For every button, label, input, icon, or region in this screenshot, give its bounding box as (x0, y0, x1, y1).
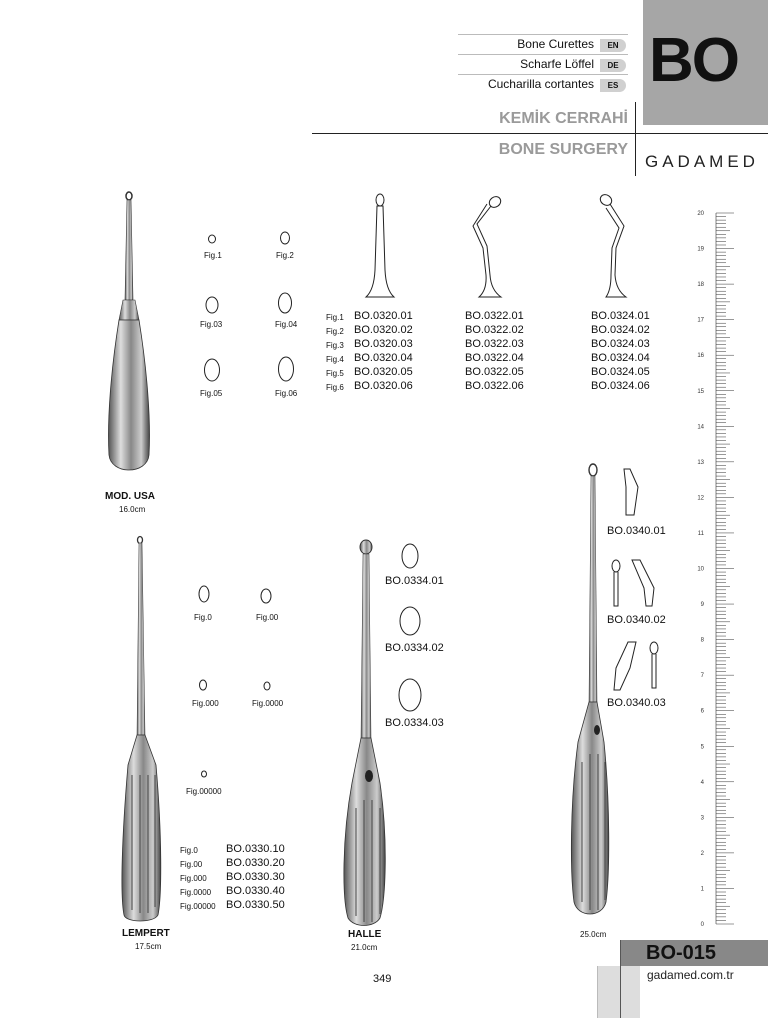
header-divider-line (312, 133, 768, 134)
tip-fig-1-icon (205, 232, 219, 246)
tip-fig-04-icon (274, 290, 296, 316)
ruler-label: 10 (697, 566, 704, 573)
tip-fig-04-label: Fig.04 (275, 320, 298, 329)
language-row-en (458, 34, 628, 55)
ruler-label: 12 (697, 495, 704, 502)
product-code: BO.0322.05 (465, 366, 524, 378)
fig-label: Fig.00 (180, 860, 203, 869)
lang-tag-es: ES (600, 79, 626, 92)
page-number: 349 (373, 973, 392, 985)
tip-fig-2-label: Fig.2 (276, 251, 294, 260)
footer-light-block (597, 966, 640, 1018)
tip-fig-0-icon (196, 583, 212, 605)
tip-fig-00000-icon (199, 769, 209, 779)
product-code-0340-01: BO.0340.01 (607, 525, 666, 537)
tip-fig-00-icon (258, 587, 274, 605)
tip-0340-01-image (620, 467, 642, 517)
tip-fig-06-label: Fig.06 (275, 389, 298, 398)
product-code-list-0322 (465, 309, 524, 393)
product-code-0334-01: BO.0334.01 (385, 575, 444, 587)
product-code: BO.0330.20 (226, 857, 285, 869)
fig-label: Fig.2 (326, 327, 344, 336)
header-vertical-line (635, 102, 636, 176)
title-es: Cucharilla cortantes (487, 77, 594, 91)
tip-fig-05-label: Fig.05 (200, 389, 223, 398)
ruler-label: 17 (697, 317, 704, 324)
ruler-label: 7 (700, 673, 704, 680)
footer-divider (620, 940, 621, 1018)
ruler-label: 6 (700, 708, 704, 715)
product-code: BO.0320.01 (354, 310, 413, 322)
ruler-label: 5 (700, 744, 704, 751)
halle-curette-image (340, 538, 390, 930)
tip-fig-06-icon (274, 354, 298, 384)
tip-fig-0000-label: Fig.0000 (252, 699, 284, 708)
tip-fig-0-label: Fig.0 (194, 613, 212, 622)
title-de: Scharfe Löffel (520, 57, 594, 71)
lempert-length: 17.5cm (135, 942, 162, 951)
fig-label-list-top (326, 311, 344, 395)
product-code: BO.0320.02 (354, 324, 413, 336)
lempert-curette-image (120, 535, 170, 925)
fig-label: Fig.4 (326, 355, 344, 364)
length-mod-usa: 16.0cm (119, 505, 146, 514)
ruler-label: 19 (697, 246, 704, 253)
ruler-ticks-image (696, 205, 736, 930)
product-code-list-0330 (226, 842, 285, 912)
product-code: BO.0330.50 (226, 899, 285, 911)
product-code: BO.0324.03 (591, 338, 650, 350)
product-code: BO.0324.06 (591, 380, 650, 392)
product-code-0334-03: BO.0334.03 (385, 717, 444, 729)
ruler-label: 11 (697, 530, 704, 537)
fig-label: Fig.0 (180, 846, 198, 855)
category-tr: KEMİK CERRAHİ (499, 110, 628, 127)
product-code: BO.0320.05 (354, 366, 413, 378)
tip-shape-angled-image (465, 190, 515, 300)
ruler-label: 15 (697, 388, 704, 395)
brand-logo: GADAMED (645, 152, 759, 171)
category-en: BONE SURGERY (498, 141, 628, 158)
product-code: BO.0324.02 (591, 324, 650, 336)
tip-0334-01-icon (399, 540, 421, 572)
tip-fig-2-icon (277, 229, 293, 247)
product-code: BO.0330.40 (226, 885, 285, 897)
long-curette-length: 25.0cm (580, 930, 607, 939)
ruler-label: 8 (700, 637, 704, 644)
tip-fig-1-label: Fig.1 (204, 251, 222, 260)
tip-fig-03-icon (202, 294, 222, 316)
language-row-de (458, 54, 628, 75)
product-code: BO.0324.05 (591, 366, 650, 378)
product-code: BO.0322.04 (465, 352, 524, 364)
product-code-list-0320 (354, 309, 413, 393)
product-code: BO.0330.10 (226, 843, 285, 855)
product-code-list-0324 (591, 309, 650, 393)
section-code: BO (649, 26, 738, 95)
ruler-label: 20 (697, 211, 704, 217)
product-code-0340-02: BO.0340.02 (607, 614, 666, 626)
ruler-label: 3 (700, 815, 704, 822)
fig-label: Fig.0000 (180, 888, 212, 897)
tip-0340-03-image (612, 640, 668, 692)
product-code: BO.0320.04 (354, 352, 413, 364)
fig-label-list-lempert (180, 844, 216, 914)
fig-label: Fig.1 (326, 313, 344, 322)
tip-fig-000-icon (197, 677, 209, 693)
product-code: BO.0330.30 (226, 871, 285, 883)
curette-handle-mod-usa-image (105, 190, 155, 485)
ruler-label: 18 (697, 282, 704, 289)
tip-shape-straight-image (360, 190, 400, 300)
title-en: Bone Curettes (517, 37, 594, 51)
tip-0334-02-icon (397, 604, 423, 638)
product-code: BO.0324.01 (591, 310, 650, 322)
lang-tag-en: EN (600, 39, 626, 52)
fig-label: Fig.000 (180, 874, 207, 883)
page-code: BO-015 (646, 942, 717, 964)
tip-fig-05-icon (201, 356, 223, 384)
product-code: BO.0322.03 (465, 338, 524, 350)
section-box (643, 0, 768, 125)
product-code: BO.0324.04 (591, 352, 650, 364)
ruler-label: 14 (697, 424, 704, 431)
fig-label: Fig.3 (326, 341, 344, 350)
product-code: BO.0320.06 (354, 380, 413, 392)
fig-label: Fig.5 (326, 369, 344, 378)
ruler-label: 2 (700, 850, 704, 857)
product-code: BO.0322.01 (465, 310, 524, 322)
fig-label: Fig.6 (326, 383, 344, 392)
tip-fig-0000-icon (261, 680, 273, 692)
tip-fig-00-label: Fig.00 (256, 613, 279, 622)
ruler-label: 4 (700, 779, 704, 786)
product-code-0334-02: BO.0334.02 (385, 642, 444, 654)
website: gadamed.com.tr (647, 968, 734, 982)
ruler-label: 1 (700, 886, 704, 893)
lempert-name: LEMPERT (122, 928, 170, 939)
model-label-mod-usa: MOD. USA (105, 491, 155, 502)
halle-name: HALLE (348, 929, 382, 940)
fig-label: Fig.00000 (180, 902, 216, 911)
ruler-label: 13 (697, 459, 704, 466)
tip-0334-03-icon (396, 675, 424, 715)
tip-fig-03-label: Fig.03 (200, 320, 223, 329)
ruler (696, 205, 736, 930)
lang-tag-de: DE (600, 59, 626, 72)
tip-fig-00000-label: Fig.00000 (186, 787, 222, 796)
ruler-label: 0 (700, 922, 704, 928)
language-row-es (458, 74, 628, 95)
product-code: BO.0322.06 (465, 380, 524, 392)
product-code: BO.0320.03 (354, 338, 413, 350)
ruler-label: 16 (697, 353, 704, 360)
tip-0340-02-image (606, 558, 666, 610)
halle-length: 21.0cm (351, 943, 378, 952)
product-code-0340-03: BO.0340.03 (607, 697, 666, 709)
tip-fig-000-label: Fig.000 (192, 699, 219, 708)
tip-shape-reverse-angled-image (592, 190, 632, 300)
product-code: BO.0322.02 (465, 324, 524, 336)
ruler-label: 9 (700, 602, 704, 609)
